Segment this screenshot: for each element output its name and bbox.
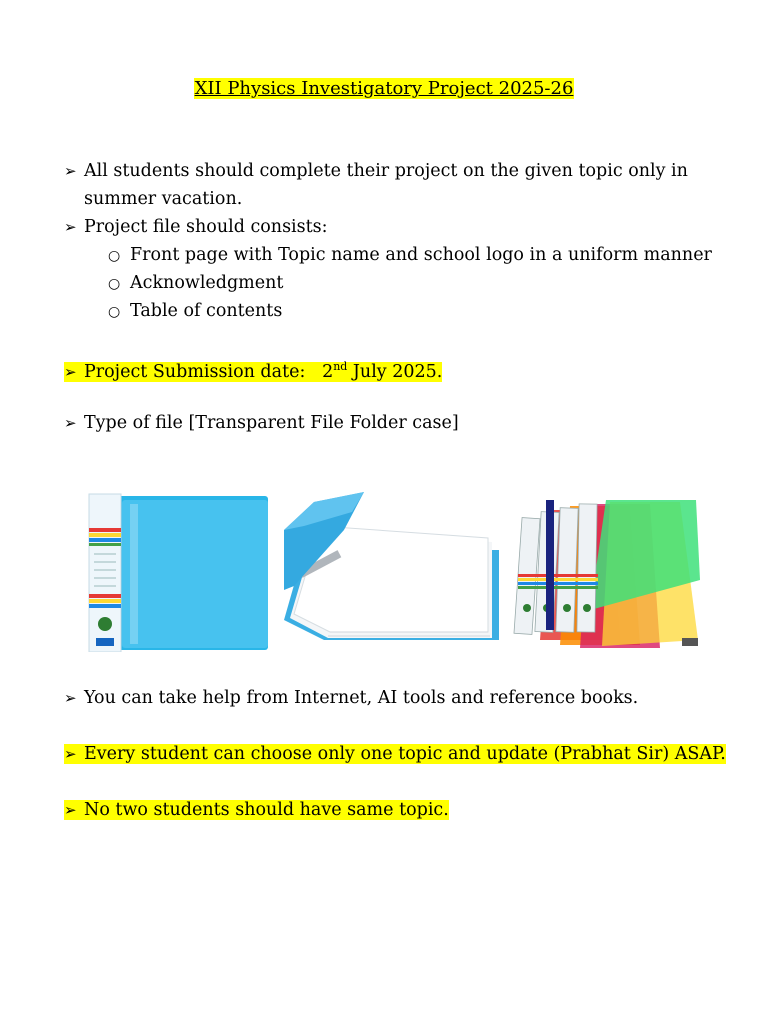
sub-item-text: Table of contents <box>130 301 283 321</box>
bullet-text: Project file should consists: <box>84 217 328 237</box>
blue-folder-photo <box>86 490 272 652</box>
arrow-bullet-icon: ➢ <box>64 801 77 819</box>
sub-item-acknowledgment <box>108 269 283 298</box>
bullet-help-sources <box>64 684 638 712</box>
arrow-bullet-icon: ➢ <box>64 689 77 707</box>
bullet-text: Type of file [Transparent File Folder case] <box>84 413 459 433</box>
bullet-project-file <box>64 213 328 241</box>
bullet-text: You can take help from Internet, AI tools and reference books. <box>84 688 639 708</box>
arrow-bullet-icon: ➢ <box>64 218 77 236</box>
open-folder-photo <box>284 490 504 652</box>
bullet-submission-date <box>64 353 442 386</box>
bullet-text: All students should complete their project on the given topic only in <box>84 161 688 181</box>
sub-item-table-of-contents <box>108 297 282 326</box>
arrow-bullet-icon: ➢ <box>64 362 77 381</box>
bullet-text: No two students should have same topic. <box>84 800 449 820</box>
submission-month-year: July 2025. <box>352 361 443 382</box>
bullet-text-continued: summer vacation. <box>84 189 243 209</box>
circle-bullet-icon: ○ <box>108 248 121 264</box>
sub-item-front-page <box>108 241 712 270</box>
arrow-bullet-icon: ➢ <box>64 745 77 763</box>
arrow-bullet-icon: ➢ <box>64 414 77 432</box>
page-title <box>0 78 768 99</box>
circle-bullet-icon: ○ <box>108 276 121 292</box>
page-title-text: XII Physics Investigatory Project 2025-26 <box>194 78 574 99</box>
bullet-complete-project <box>64 157 688 213</box>
bullet-unique-topic <box>64 796 449 824</box>
bullet-text: Every student can choose only one topic and update (Prabhat Sir) ASAP. <box>84 744 726 764</box>
submission-label: Project Submission date: <box>84 361 306 382</box>
bullet-choose-topic <box>64 740 726 768</box>
multicolor-folders-photo <box>510 490 702 652</box>
circle-bullet-icon: ○ <box>108 304 121 320</box>
arrow-bullet-icon: ➢ <box>64 162 77 180</box>
sub-item-text: Front page with Topic name and school logo in a uniform manner <box>130 245 712 265</box>
bullet-file-type <box>64 409 459 437</box>
submission-day-suffix: nd <box>333 360 348 373</box>
sub-item-text: Acknowledgment <box>130 273 284 293</box>
submission-day: 2 <box>322 361 334 382</box>
